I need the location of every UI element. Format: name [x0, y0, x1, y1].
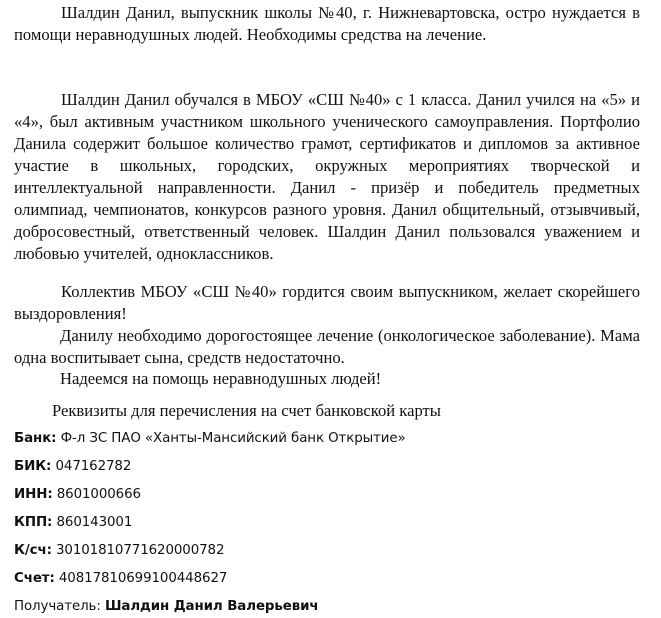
need-paragraph: Данилу необходимо дорогостоящее лечение (онкологическое заболевание). Мама одна воспитывает сына, средств недостаточно.: [14, 326, 640, 367]
hope-paragraph: Надеемся на помощь неравнодушных людей!: [60, 369, 382, 388]
ks-line: [14, 542, 634, 560]
ks-label: К/сч:: [14, 543, 52, 558]
inn-line: [14, 486, 634, 504]
account-value: 40817810699100448627: [58, 571, 228, 586]
pride-paragraph: Коллектив МБОУ «СШ №40» гордится своим выпускником, желает скорейшего выздоровления!: [14, 282, 640, 323]
kpp-line: [14, 514, 634, 532]
bank-value: Ф-л ЗС ПАО «Ханты-Мансийский банк Открытие»: [60, 431, 406, 446]
bik-line: [14, 458, 634, 476]
recipient-line: [14, 598, 634, 616]
bik-value: 047162782: [55, 459, 132, 474]
intro-paragraph: Шалдин Данил, выпускник школы №40, г. Нижневартовска, остро нуждается в помощи неравнодушных людей. Необходимы средства на лечение.: [14, 3, 640, 44]
bank-line: [14, 430, 634, 448]
recipient-value: Шалдин Данил Валерьевич: [104, 599, 319, 614]
bio-paragraph: Шалдин Данил обучался в МБОУ «СШ №40» с 1 класса. Данил учился на «5» и «4», был активным участником школьного ученического самоуправления. Портфолио Данила содержит большое количество грамот, сертификатов и дипломов за активное участие в школьных, городских, окружных мероприятиях творческой и интеллектуальной направленности. Данил - призёр и победитель предметных олимпиад, чемпионатов, конкурсов разного уровня. Данил общительный, отзывчивый, добросовестный, ответственный человек. Шалдин Данил пользовался уважением и любовью учителей, одноклассников.: [14, 90, 640, 263]
inn-label: ИНН:: [14, 487, 53, 502]
kpp-label: КПП:: [14, 515, 53, 530]
account-label: Счет:: [14, 571, 55, 586]
recipient-label: Получатель:: [14, 599, 101, 614]
bik-label: БИК:: [14, 459, 52, 474]
ks-value: 30101810771620000782: [56, 543, 225, 558]
requisites-title: Реквизиты для перечисления на счет банковской карты: [52, 401, 441, 420]
account-line: [14, 570, 634, 588]
kpp-value: 860143001: [56, 515, 133, 530]
bank-label: Банк:: [14, 431, 57, 446]
inn-value: 8601000666: [56, 487, 141, 502]
